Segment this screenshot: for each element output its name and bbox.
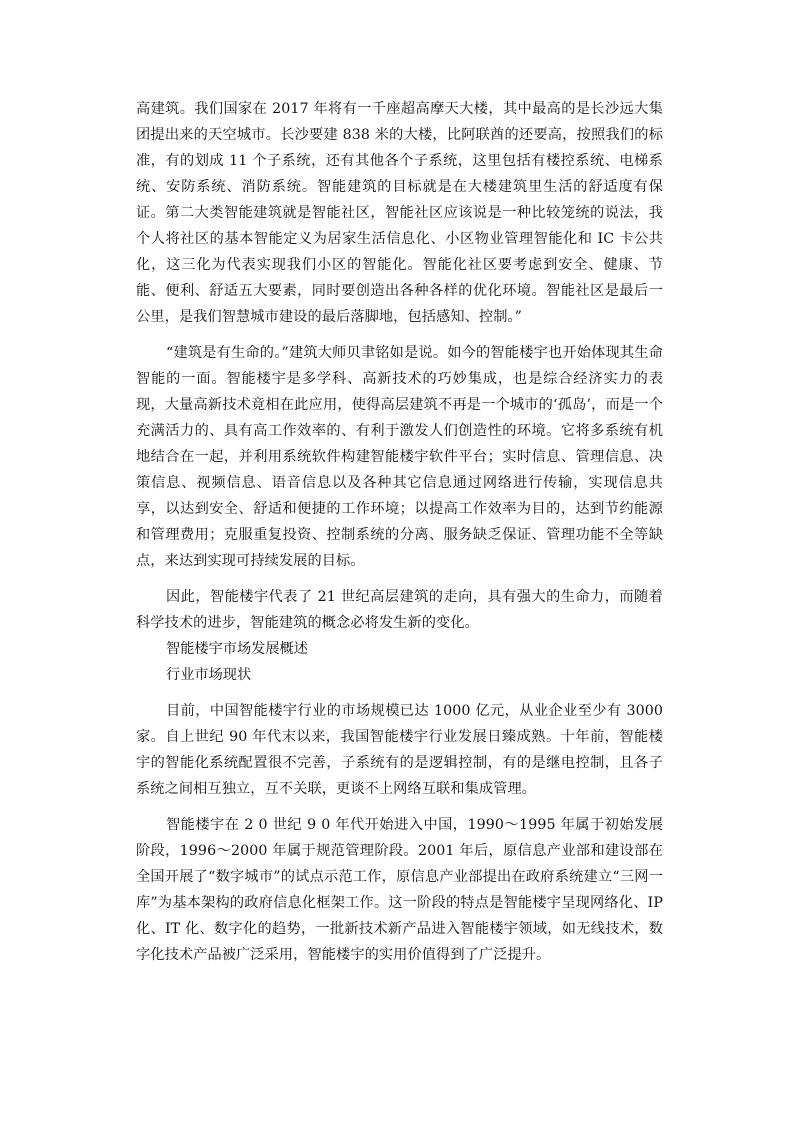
paragraph-history: 智能楼宇在 2 0 世纪 9 0 年代开始进入中国，1990～1995 年属于初始发展阶段，1996～2000 年属于规范管理阶段。2001 年后，原信息产业部和建设部在全国开展了“数字城市”的试点示范工作，原信息产业部提出在政府系统建立“三网一库”为基本架构的政府信息化框架工作。这一阶段的特点是智能楼宇呈现网络化、IP 化、IT 化、数字化的趋势，一批新技术新产品进入智能楼宇领域，如无线技术，数字化技术产品被广泛采用，智能楼宇的实用价值得到了广泛提升。 <box>136 817 663 963</box>
document-page <box>136 96 663 968</box>
section-heading-market-overview: 智能楼宇市场发展概述 <box>166 641 308 657</box>
paragraph-market-size: 目前，中国智能楼宇行业的市场规模已达 1000 亿元，从业企业至少有 3000 家。自上世纪 90 年代末以来，我国智能楼宇行业发展日臻成熟。十年前，智能楼宇的智能化系统配置很不完善，子系统有的是逻辑控制，有的是继电控制，且各子系统之间相互独立，互不关联，更谈不上网络互联和集成管理。 <box>136 703 663 797</box>
section-heading-industry-status: 行业市场现状 <box>166 667 252 683</box>
paragraph-intro-continuation: 高建筑。我们国家在 2017 年将有一千座超高摩天大楼，其中最高的是长沙远大集团提出来的天空城市。长沙要建 838 米的大楼，比阿联酋的还要高，按照我们的标准，有的划成 11 个子系统，还有其他各个子系统，这里包括有楼控系统、电梯系统、安防系统、消防系统。智能建筑的目标就是在大楼建筑里生活的舒适度有保证。第二大类智能建筑就是智能社区，智能社区应该说是一种比较笼统的说法，我个人将社区的基本智能定义为居家生活信息化、小区物业管理智能化和 IC 卡公共化，这三化为代表实现我们小区的智能化。智能化社区要考虑到安全、健康、节能、便利、舒适五大要素，同时要创造出各种各样的优化环境。智能社区是最后一公里，是我们智慧城市建设的最后落脚地，包括感知、控制。” <box>136 101 663 325</box>
paragraph-21st-century: 因此，智能楼宇代表了 21 世纪高层建筑的走向，具有强大的生命力，而随着科学技术的进步，智能建筑的概念必将发生新的变化。 <box>136 589 663 631</box>
paragraph-architecture-life: “建筑是有生命的。”建筑大师贝聿铭如是说。如今的智能楼宇也开始体现其生命智能的一面。智能楼宇是多学科、高新技术的巧妙集成，也是综合经济实力的表现，大量高新技术竟相在此应用，使得高层建筑不再是一个城市的‘孤岛’，而是一个充满活力的、具有高工作效率的、有利于激发人们创造性的环境。它将多系统有机地结合在一起，并利用系统软件构建智能楼宇软件平台；实时信息、管理信息、决策信息、视频信息、语音信息以及各种其它信息通过网络进行传输，实现信息共享，以达到安全、舒适和便捷的工作环境；以提高工作效率为目的，达到节约能源和管理费用；克服重复投资、控制系统的分离、服务缺乏保证、管理功能不全等缺点，来达到实现可持续发展的目标。 <box>136 345 663 569</box>
